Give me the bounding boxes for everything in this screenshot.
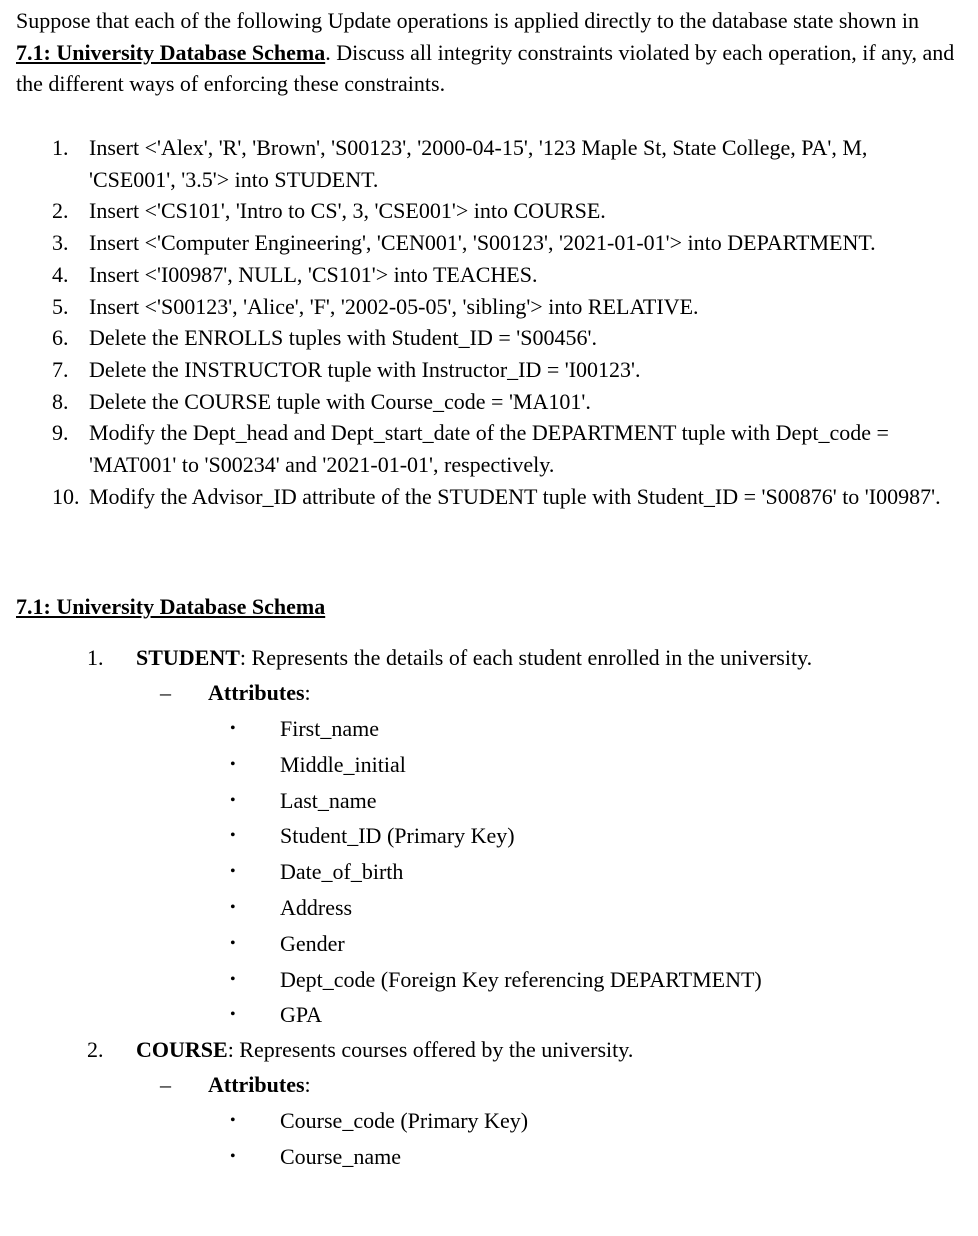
operations-list <box>16 132 956 512</box>
intro-paragraph <box>16 5 956 100</box>
schema-entities-list <box>16 641 956 1175</box>
attribute-text: Address <box>280 894 353 920</box>
attributes-suffix: : <box>304 1072 311 1098</box>
operation-number: 6. <box>52 325 69 351</box>
bullet-marker: • <box>230 934 236 952</box>
operation-number: 4. <box>52 261 69 287</box>
schema-reference: 7.1: University Database Schema <box>16 39 326 65</box>
attribute-text: Course_name <box>280 1143 401 1169</box>
entity-heading <box>16 641 956 675</box>
operation-item <box>16 195 956 227</box>
attribute-item <box>16 962 956 998</box>
entity-description: : Represents the details of each student enrolled in the university. <box>239 645 813 670</box>
bullet-marker: • <box>230 1147 236 1165</box>
entity-name: COURSE <box>136 1037 228 1063</box>
attribute-item <box>16 747 956 783</box>
operation-text: Delete the ENROLLS tuples with Student_ID = 'S00456'. <box>89 325 597 351</box>
operation-number: 1. <box>52 135 69 160</box>
attributes-heading <box>16 675 956 711</box>
attribute-text: Student_ID (Primary Key) <box>280 823 515 849</box>
entity-description: : Represents courses offered by the university. <box>227 1037 634 1063</box>
operation-number: 3. <box>52 230 69 256</box>
entity-number: 1. <box>87 645 104 670</box>
attribute-item <box>16 711 956 747</box>
attribute-item <box>16 926 956 962</box>
attribute-text: Dept_code (Foreign Key referencing DEPARTMENT) <box>280 966 762 992</box>
bullet-marker: • <box>230 720 236 737</box>
operation-text: Insert <'I00987', NULL, 'CS101'> into TEACHES. <box>89 261 538 287</box>
operation-item <box>16 259 956 291</box>
operation-number: 10. <box>52 483 80 509</box>
bullet-marker: • <box>230 1006 236 1024</box>
operation-text: Insert <'S00123', 'Alice', 'F', '2002-05-05', 'sibling'> into RELATIVE. <box>89 293 699 319</box>
bullet-marker: • <box>230 791 236 809</box>
operation-item <box>16 227 956 259</box>
intro-text-after: . Discuss all integrity constraints violated by each operation, if any, and the different ways of enforcing these constraints. <box>16 39 955 96</box>
attribute-text: Date_of_birth <box>280 859 404 885</box>
operation-item <box>16 417 956 480</box>
operation-item <box>16 354 956 386</box>
bullet-marker: • <box>230 970 236 988</box>
operation-number: 5. <box>52 293 69 319</box>
entity-student <box>16 641 956 1033</box>
bullet-marker: • <box>230 1112 236 1130</box>
dash-marker: – <box>160 1072 171 1098</box>
attribute-item <box>16 1103 956 1139</box>
bullet-marker: • <box>230 755 236 773</box>
attributes-label: Attributes <box>208 680 305 705</box>
document-page <box>16 0 956 1169</box>
attribute-item <box>16 854 956 890</box>
attribute-item <box>16 890 956 926</box>
entity-number: 2. <box>87 1037 104 1063</box>
intro-text-before: Suppose that each of the following Update operations is applied directly to the database state shown in <box>16 8 919 33</box>
attribute-item <box>16 1139 956 1175</box>
operation-item <box>16 481 956 513</box>
attributes-label: Attributes <box>208 1072 305 1098</box>
attribute-text: Gender <box>280 930 345 956</box>
operation-item <box>16 322 956 354</box>
operation-text: Insert <'Alex', 'R', 'Brown', 'S00123', '2000-04-15', '123 Maple St, State College, PA', M, 'CSE001', '3.5'> into STUDENT. <box>89 135 868 192</box>
operation-item <box>16 132 956 195</box>
entity-name: STUDENT <box>136 645 240 670</box>
operation-text: Modify the Advisor_ID attribute of the STUDENT tuple with Student_ID = 'S00876' to 'I00987'. <box>89 483 941 509</box>
operation-number: 2. <box>52 198 69 224</box>
operation-number: 8. <box>52 388 69 414</box>
attribute-text: GPA <box>280 1002 322 1028</box>
entity-heading <box>16 1033 956 1067</box>
attribute-item <box>16 783 956 819</box>
bullet-marker: • <box>230 898 236 916</box>
attribute-item <box>16 997 956 1033</box>
operation-text: Delete the INSTRUCTOR tuple with Instructor_ID = 'I00123'. <box>89 356 641 382</box>
bullet-marker: • <box>230 863 236 881</box>
attribute-text: Last_name <box>280 787 377 813</box>
operation-number: 7. <box>52 356 69 382</box>
operation-number: 9. <box>52 420 69 446</box>
attribute-text: First_name <box>280 716 379 741</box>
attributes-suffix: : <box>304 680 311 705</box>
attribute-list <box>16 711 956 1033</box>
dash-marker: – <box>160 680 171 705</box>
operation-text: Modify the Dept_head and Dept_start_date of the DEPARTMENT tuple with Dept_code = 'MAT001' to 'S00234' and '2021-01-01', respectively. <box>89 420 889 478</box>
attribute-item <box>16 818 956 854</box>
operation-item <box>16 291 956 323</box>
schema-title: 7.1: University Database Schema <box>16 594 326 619</box>
operation-text: Insert <'CS101', 'Intro to CS', 3, 'CSE001'> into COURSE. <box>89 198 606 224</box>
attribute-text: Middle_initial <box>280 751 406 777</box>
entity-course <box>16 1033 956 1175</box>
operation-text: Delete the COURSE tuple with Course_code = 'MA101'. <box>89 388 591 414</box>
operation-text: Insert <'Computer Engineering', 'CEN001', 'S00123', '2021-01-01'> into DEPARTMENT. <box>89 230 876 256</box>
attributes-heading <box>16 1067 956 1103</box>
operation-item <box>16 386 956 418</box>
bullet-marker: • <box>230 827 236 845</box>
attribute-text: Course_code (Primary Key) <box>280 1108 529 1134</box>
attribute-list <box>16 1103 956 1175</box>
